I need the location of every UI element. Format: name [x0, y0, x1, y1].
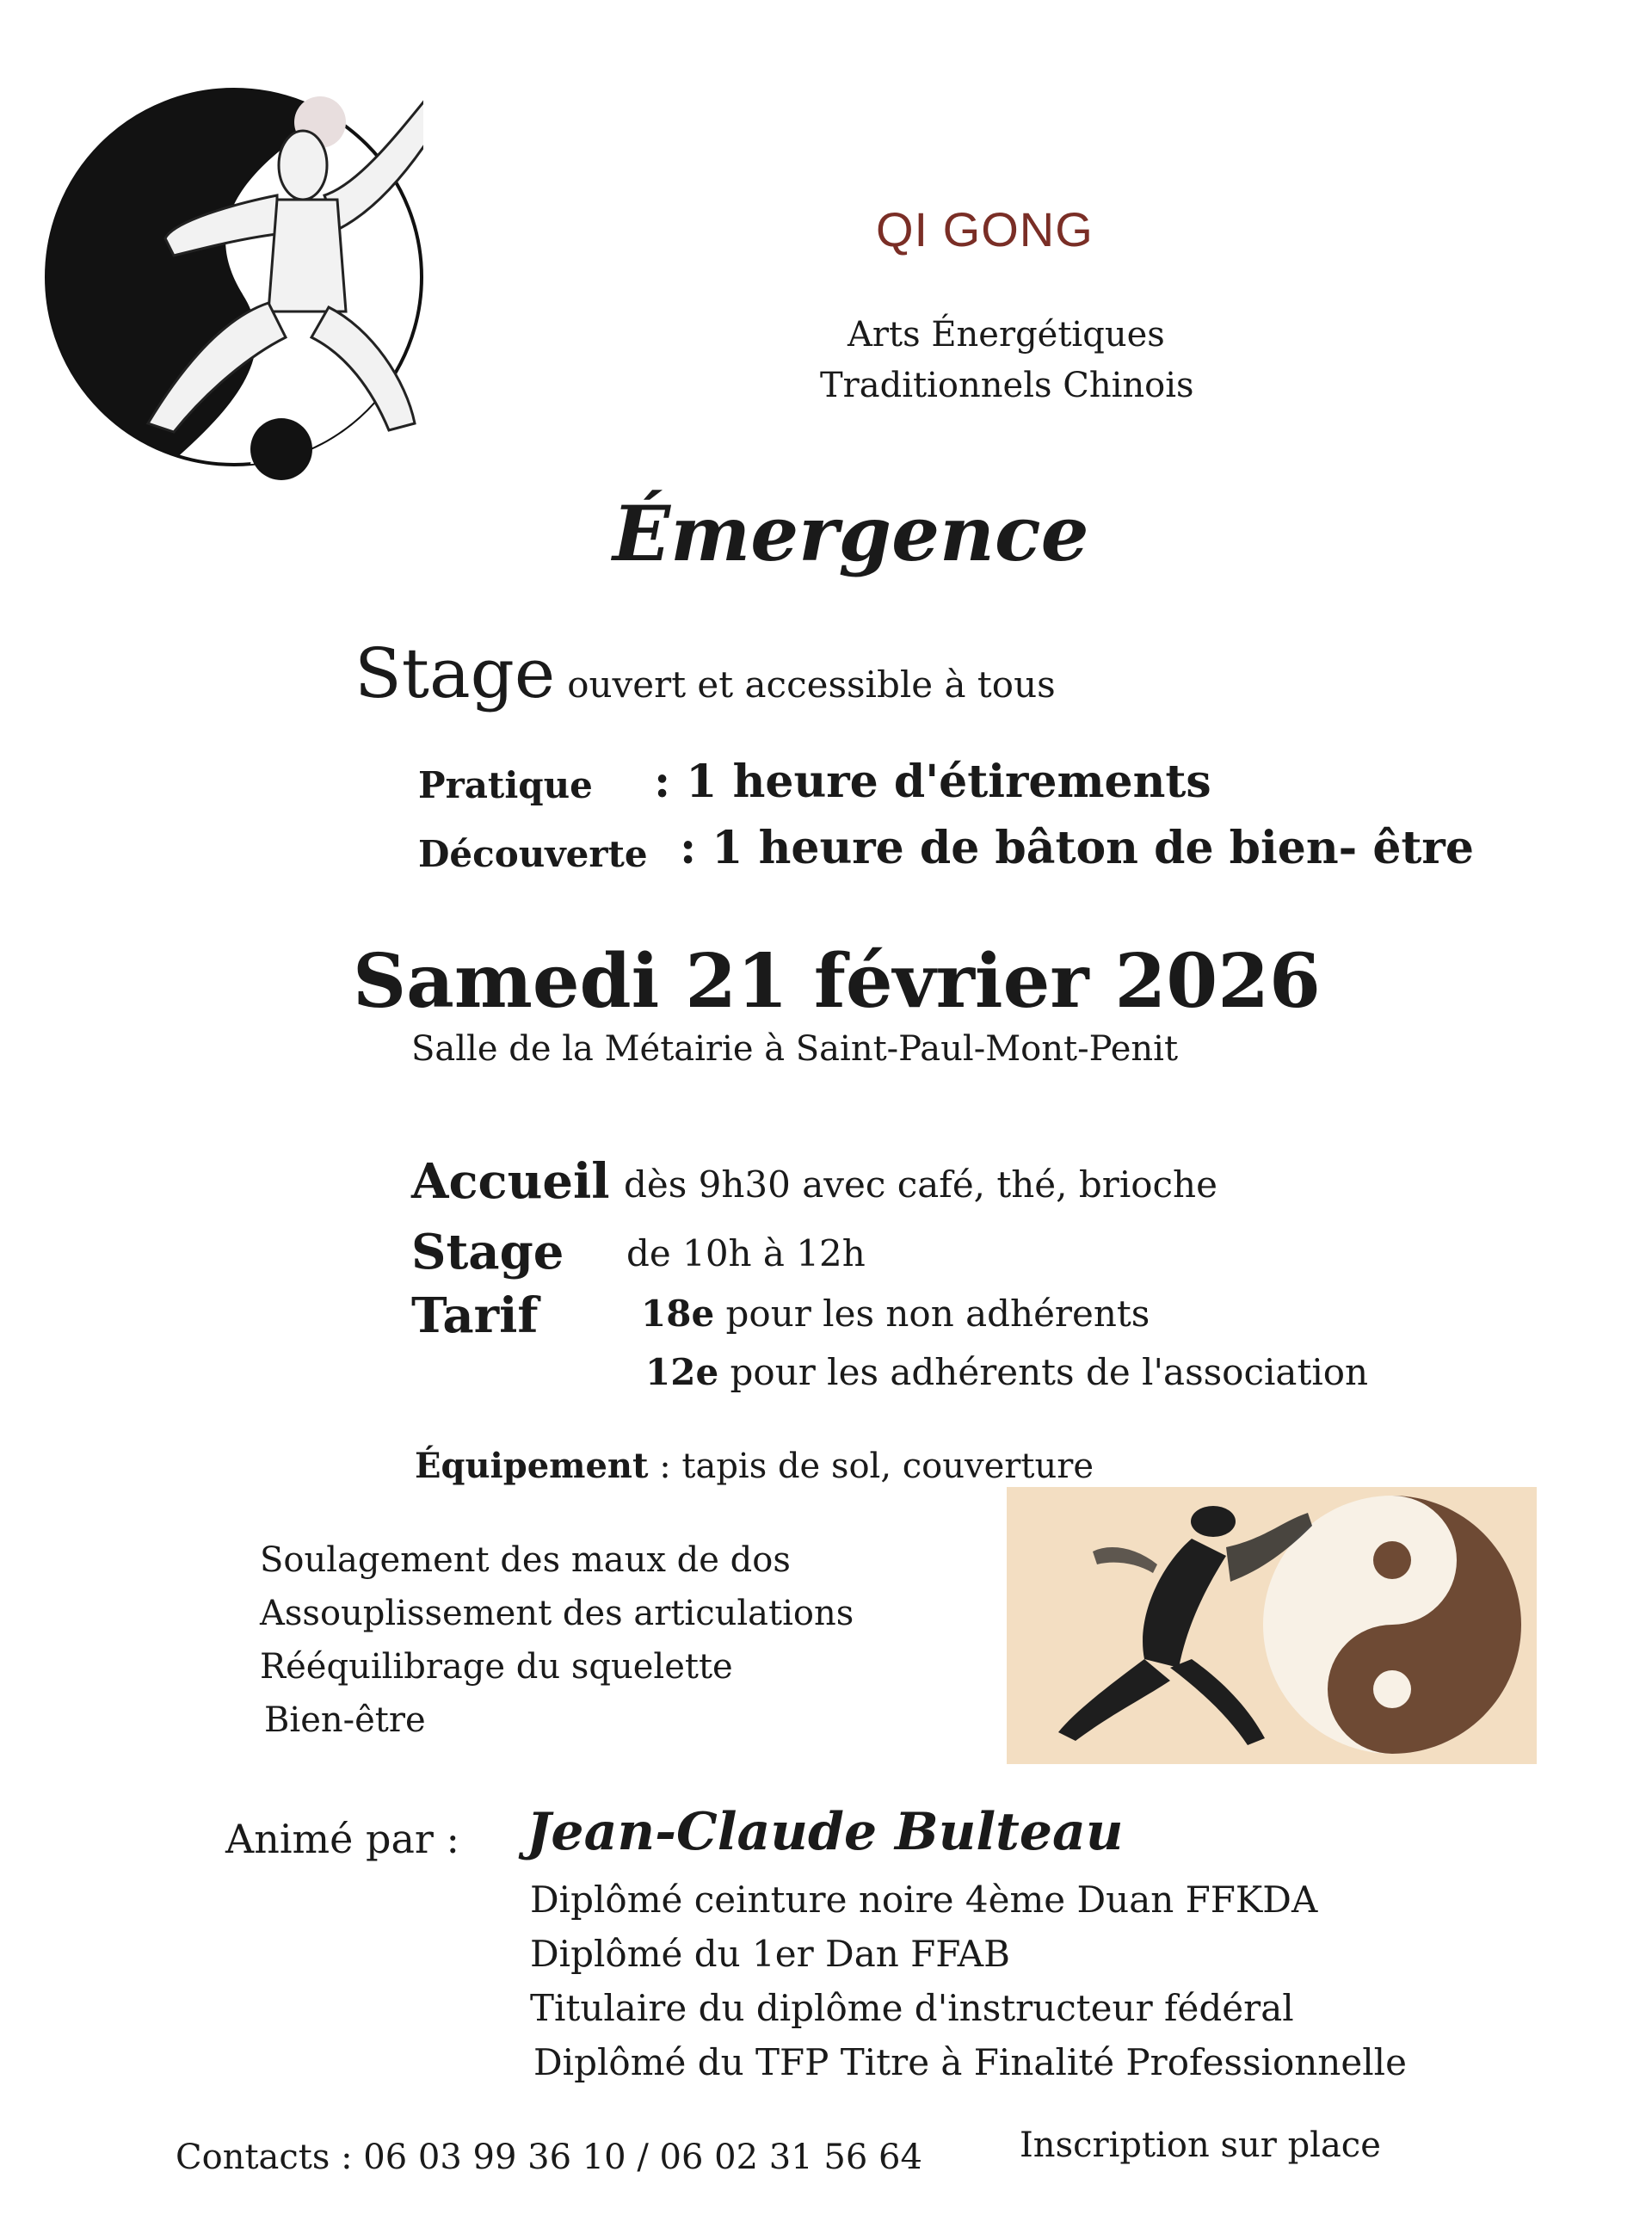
stage-intro — [354, 633, 1056, 713]
program-title: QI GONG — [876, 202, 1094, 256]
stage-time-label: Stage — [411, 1224, 564, 1280]
credential-item: Diplômé du 1er Dan FFAB — [530, 1933, 1010, 1975]
credential-item: Titulaire du diplôme d'instructeur fédéral — [530, 1987, 1294, 2029]
accueil-value: dès 9h30 avec café, thé, brioche — [624, 1163, 1217, 1206]
registration-note: Inscription sur place — [1020, 2126, 1381, 2165]
equipement-label: Équipement — [415, 1446, 649, 1486]
decouverte-value: : 1 heure de bâton de bien- être — [680, 822, 1474, 874]
equipement-value: : tapis de sol, couverture — [648, 1447, 1094, 1486]
event-venue: Salle de la Métairie à Saint-Paul-Mont-Penit — [411, 1029, 1179, 1069]
accueil-label: Accueil — [411, 1153, 610, 1210]
tarif-non-price: 18e — [641, 1293, 715, 1335]
stage-title: Stage — [354, 633, 556, 713]
credential-item: Diplômé du TFP Titre à Finalité Professionnelle — [533, 2041, 1407, 2083]
tarif-adherents — [645, 1351, 1368, 1393]
pratique-value: : 1 heure d'étirements — [654, 756, 1211, 808]
decouverte-label: Découverte — [418, 833, 648, 875]
benefit-item: Assouplissement des articulations — [260, 1594, 854, 1633]
tarif-non-adherents — [641, 1293, 1150, 1335]
tarif-adh-text: pour les adhérents de l'association — [718, 1351, 1369, 1393]
tarif-non-text: pour les non adhérents — [714, 1293, 1150, 1335]
tarif-label: Tarif — [411, 1287, 539, 1344]
stage-description: ouvert et accessible à tous — [567, 663, 1056, 706]
benefit-item: Soulagement des maux de dos — [260, 1540, 791, 1580]
subtitle-line-1: Arts Énergétiques — [848, 315, 1165, 355]
benefit-item: Bien-être — [264, 1700, 426, 1740]
benefit-item: Rééquilibrage du squelette — [260, 1647, 733, 1687]
instructor-name: Jean-Claude Bulteau — [527, 1802, 1124, 1862]
qigong-practitioner-emblem — [45, 19, 423, 535]
event-name: Émergence — [613, 489, 1089, 578]
credential-item: Diplômé ceinture noire 4ème Duan FFKDA — [530, 1879, 1318, 1921]
stage-time-value: de 10h à 12h — [626, 1232, 866, 1274]
instructor-label: Animé par : — [225, 1816, 460, 1862]
tarif-adh-price: 12e — [645, 1351, 719, 1393]
equipement-line — [415, 1446, 1094, 1486]
yin-yang-illustration — [1007, 1487, 1537, 1764]
event-date: Samedi 21 février 2026 — [353, 938, 1321, 1025]
subtitle-line-2: Traditionnels Chinois — [820, 366, 1194, 405]
contact-phones: Contacts : 06 03 99 36 10 / 06 02 31 56 64 — [176, 2138, 922, 2177]
pratique-label: Pratique — [418, 764, 593, 806]
